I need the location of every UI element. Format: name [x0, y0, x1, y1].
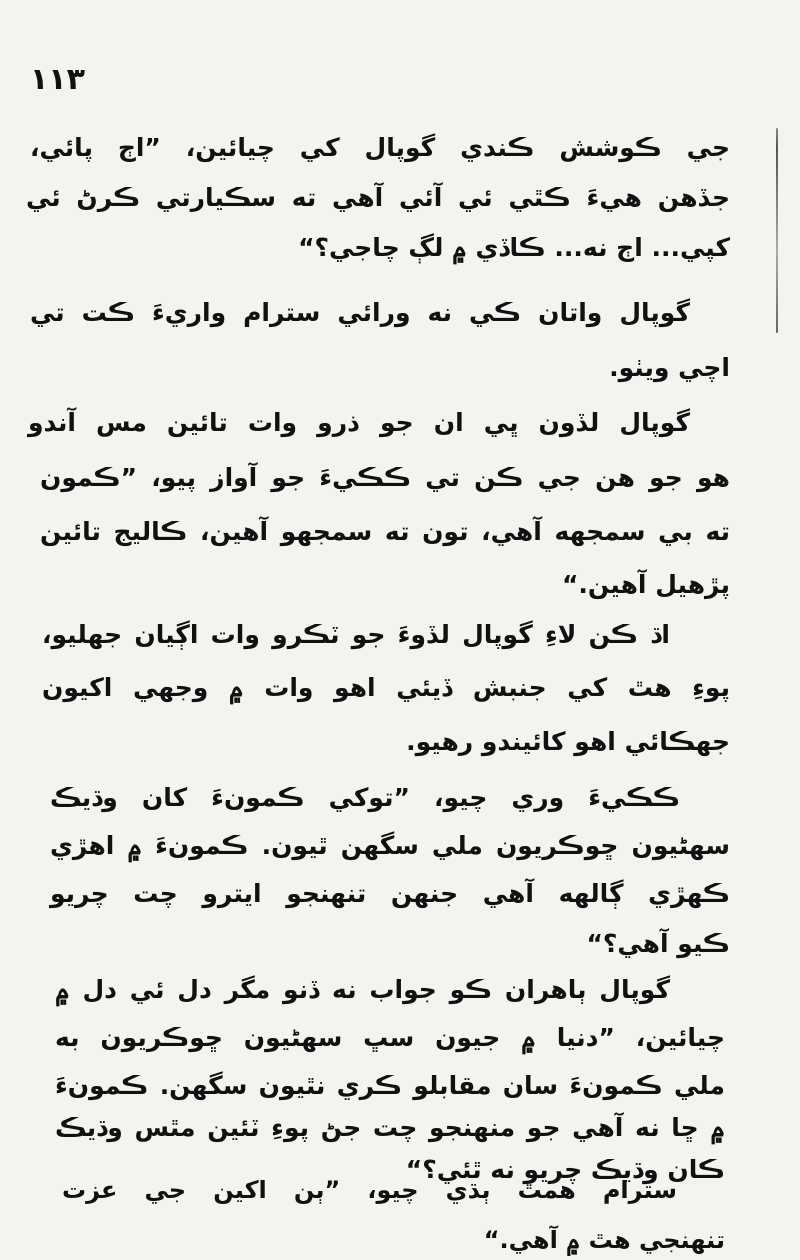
page-number: ١١٣	[30, 62, 85, 97]
text-line: جي ڪوشش ڪندي گوپال کي چيائين، ”اڄ پائي،	[30, 133, 730, 162]
paragraph-start-line: اڌ ڪن لاءِ گوپال لڏوءَ جو ٽڪرو وات اڳيان جهليو،	[42, 620, 670, 649]
text-line: چيائين، ”دنيا ۾ جيون سڀ سهڻيون ڇوڪريون به	[55, 1023, 725, 1052]
text-line: جهڪائي اهو کائيندو رهيو.	[406, 727, 730, 756]
paragraph-start-line: گوپال ٻاهران ڪو جواب نه ڏنو مگر دل ئي دل ۾	[55, 975, 670, 1004]
text-line: ته بي سمجهه آهي، تون ته سمجهو آهين، ڪاليج تائين	[40, 517, 730, 546]
text-line: هو جو هن جي ڪن تي ڪڪيءَ جو آواز پيو، ”ڪمون	[40, 463, 730, 492]
page-edge-line	[776, 128, 778, 333]
text-line: جڏهن هيءَ ڪٿي ئي آئي آهي ته سڪيارتي ڪرڻ ئي	[26, 183, 730, 212]
paragraph-start-line: گوپال واتان ڪي نه ورائي سترام واريءَ ڪت تي	[30, 298, 690, 327]
paragraph-start-line: ڪڪيءَ وري چيو، ”توکي ڪمونءَ کان وڌيڪ	[50, 783, 680, 812]
paragraph-start-line: سترام همٿ ٻڌي چيو، ”ٻن اکين جي عزت	[62, 1176, 677, 1204]
text-line: کپي... اڄ نه... ڪاڏي ۾ لڳ چاجي؟“	[298, 233, 730, 262]
text-line: تنهنجي هٿ ۾ آهي.“	[483, 1226, 725, 1254]
paragraph-start-line: گوپال لڏون ڀي ان جو ذرو وات تائين مس آندو	[28, 408, 690, 437]
text-line: ڪان وڌيڪ چريو نه ٿئي؟“	[405, 1155, 725, 1184]
text-line: ڪهڙي ڳالهه آهي جنهن تنهنجو ايترو چت چريو	[50, 879, 730, 908]
text-line: ۾ ڇا نه آهي جو منهنجو چت جڻ پوءِ ٽئين مٿس وڌيڪ	[55, 1113, 725, 1142]
text-line: پڙهيل آهين.“	[561, 570, 730, 599]
text-line: ملي ڪمونءَ سان مقابلو ڪري نٿيون سگهن. ڪمونءَ	[55, 1071, 725, 1100]
text-line: ڪيو آهي؟“	[586, 929, 730, 958]
text-line: پوءِ هٿ کي جنبش ڏيئي اهو وات ۾ وجهي اکيون	[42, 673, 730, 702]
text-line: سهڻيون ڇوڪريون ملي سگهن ٿيون. ڪمونءَ ۾ اهڙي	[50, 831, 730, 860]
text-line: اچي ويٺو.	[609, 353, 730, 382]
